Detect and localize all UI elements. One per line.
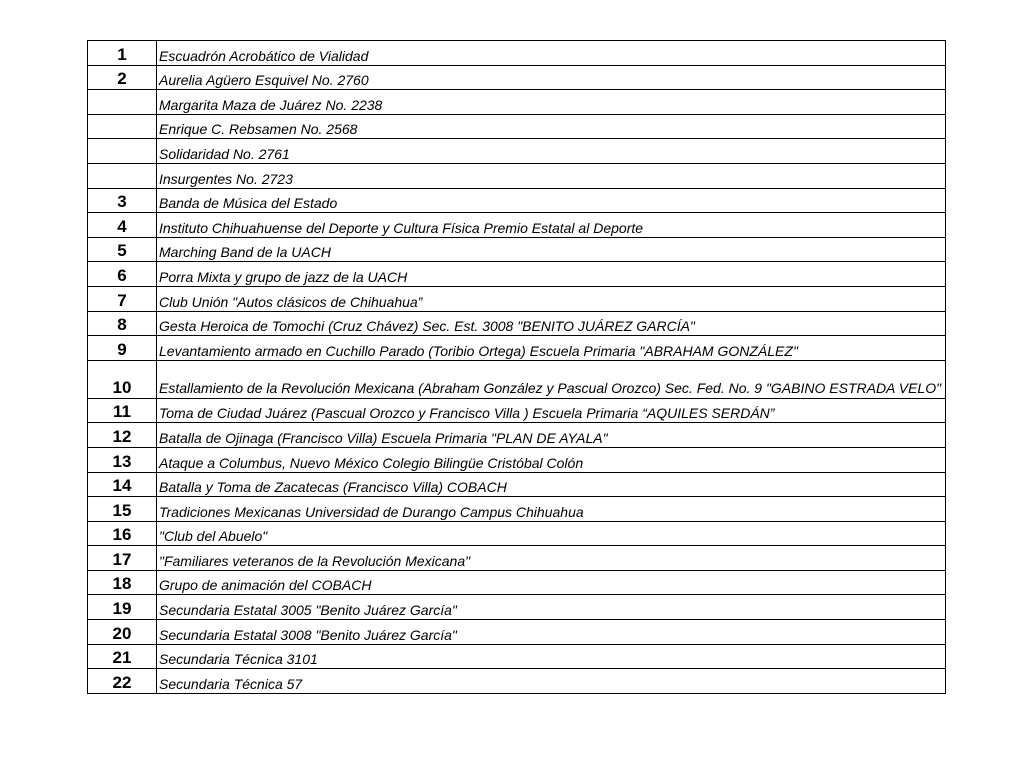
table-row (88, 595, 946, 620)
row-number (88, 90, 157, 115)
table-row (88, 497, 946, 522)
row-name: Estallamiento de la Revolución Mexicana (Abraham González y Pascual Orozco) Sec. Fed. No. 9 "GABINO ESTRADA VELO" (157, 360, 946, 398)
row-number: 2 (88, 65, 157, 90)
row-number: 5 (88, 237, 157, 262)
row-name: Batalla de Ojinaga (Francisco Villa) Escuela Primaria "PLAN DE AYALA" (157, 423, 946, 448)
table-row (88, 41, 946, 66)
row-number: 19 (88, 595, 157, 620)
table-row (88, 398, 946, 423)
row-number: 13 (88, 447, 157, 472)
row-name: Instituto Chihuahuense del Deporte y Cultura Física Premio Estatal al Deporte (157, 213, 946, 238)
table-row (88, 546, 946, 571)
table-row (88, 644, 946, 669)
row-name: Batalla y Toma de Zacatecas (Francisco Villa) COBACH (157, 472, 946, 497)
table-row (88, 620, 946, 645)
row-number: 15 (88, 497, 157, 522)
row-name: Banda de Música del Estado (157, 188, 946, 213)
table-row (88, 669, 946, 694)
table-row (88, 472, 946, 497)
row-name: Solidaridad No. 2761 (157, 139, 946, 164)
row-number: 20 (88, 620, 157, 645)
row-number: 3 (88, 188, 157, 213)
table-row (88, 163, 946, 188)
table-row (88, 423, 946, 448)
contingents-table (87, 40, 946, 694)
row-number: 17 (88, 546, 157, 571)
row-name: Tradiciones Mexicanas Universidad de Durango Campus Chihuahua (157, 497, 946, 522)
row-number: 16 (88, 521, 157, 546)
table-row (88, 447, 946, 472)
row-number: 4 (88, 213, 157, 238)
row-number: 1 (88, 41, 157, 66)
row-name: Aurelia Agüero Esquivel No. 2760 (157, 65, 946, 90)
row-name: Insurgentes No. 2723 (157, 163, 946, 188)
table-row (88, 336, 946, 361)
row-name: Toma de Ciudad Juárez (Pascual Orozco y Francisco Villa ) Escuela Primaria “AQUILES SERDÁN” (157, 398, 946, 423)
row-number (88, 163, 157, 188)
table-row (88, 360, 946, 398)
row-name: Secundaria Estatal 3008 "Benito Juárez García" (157, 620, 946, 645)
row-name: Ataque a Columbus, Nuevo México Colegio Bilingüe Cristóbal Colón (157, 447, 946, 472)
row-number: 11 (88, 398, 157, 423)
row-name: Club Unión "Autos clásicos de Chihuahua” (157, 286, 946, 311)
row-number: 21 (88, 644, 157, 669)
row-number: 22 (88, 669, 157, 694)
table-row (88, 139, 946, 164)
row-name: Enrique C. Rebsamen No. 2568 (157, 114, 946, 139)
table-row (88, 237, 946, 262)
row-number: 10 (88, 360, 157, 398)
row-number: 14 (88, 472, 157, 497)
row-number: 12 (88, 423, 157, 448)
table-row (88, 262, 946, 287)
table-row (88, 213, 946, 238)
row-name: Grupo de animación del COBACH (157, 570, 946, 595)
table-row (88, 65, 946, 90)
row-name: Marching Band de la UACH (157, 237, 946, 262)
table-row (88, 286, 946, 311)
row-name: Gesta Heroica de Tomochi (Cruz Chávez) Sec. Est. 3008 "BENITO JUÁREZ GARCÍA" (157, 311, 946, 336)
row-name: Escuadrón Acrobático de Vialidad (157, 41, 946, 66)
row-number (88, 114, 157, 139)
row-name: "Familiares veteranos de la Revolución Mexicana" (157, 546, 946, 571)
row-number: 9 (88, 336, 157, 361)
row-name: Porra Mixta y grupo de jazz de la UACH (157, 262, 946, 287)
table-row (88, 90, 946, 115)
row-name: Secundaria Técnica 57 (157, 669, 946, 694)
row-number: 8 (88, 311, 157, 336)
row-number: 7 (88, 286, 157, 311)
table-row (88, 570, 946, 595)
table-row (88, 114, 946, 139)
table-row (88, 311, 946, 336)
row-number (88, 139, 157, 164)
row-number: 18 (88, 570, 157, 595)
row-name: Secundaria Técnica 3101 (157, 644, 946, 669)
row-name: Margarita Maza de Juárez No. 2238 (157, 90, 946, 115)
row-name: Secundaria Estatal 3005 "Benito Juárez García" (157, 595, 946, 620)
table-row (88, 521, 946, 546)
row-name: "Club del Abuelo" (157, 521, 946, 546)
row-name: Levantamiento armado en Cuchillo Parado (Toribio Ortega) Escuela Primaria "ABRAHAM GONZÁLEZ" (157, 336, 946, 361)
row-number: 6 (88, 262, 157, 287)
table-row (88, 188, 946, 213)
